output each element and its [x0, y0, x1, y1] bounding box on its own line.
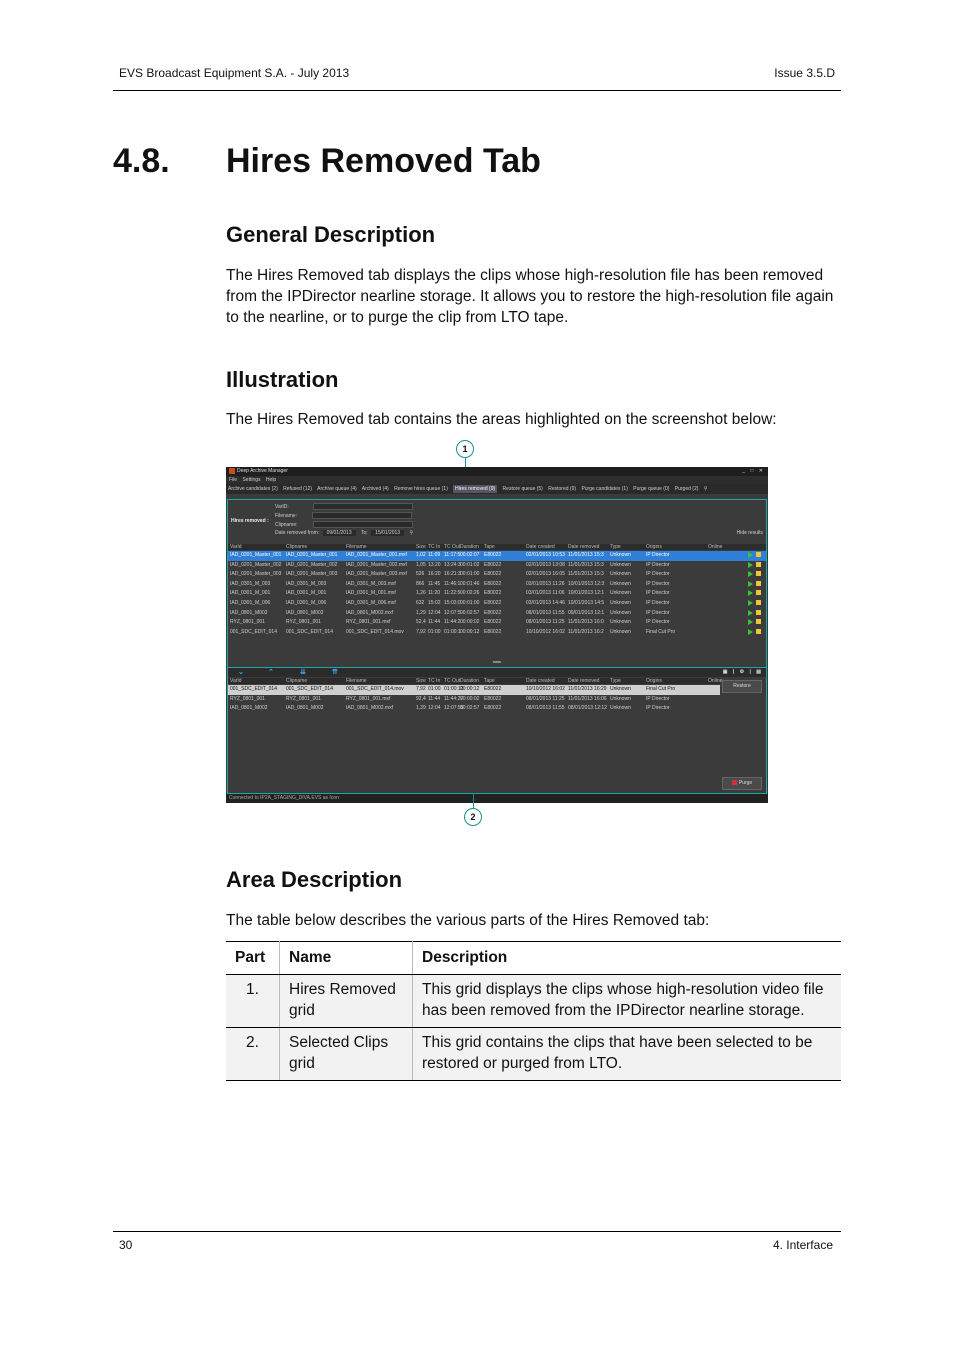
table-row[interactable] [228, 561, 766, 571]
table-cell: IAD_0301_M_003.mxf [346, 580, 396, 587]
tab-purge-candidates[interactable]: Purge candidates (1) [581, 486, 628, 492]
table-cell: IAD_0301_M_003 [286, 580, 327, 587]
table-cell: 11:44:2 [444, 619, 461, 626]
purge-icon [732, 780, 737, 785]
tab-archive-queue[interactable]: Archive queue (4) [317, 486, 357, 492]
table-row[interactable] [228, 704, 720, 714]
play-icon[interactable] [748, 629, 753, 635]
table-row[interactable] [228, 570, 766, 580]
column-header[interactable]: Date removed [568, 678, 600, 684]
table-row: 1. Hires Removed grid This grid displays the clips whose high-resolution video file has been removed from the IPDirector nearline storage. [226, 975, 841, 1028]
table-cell: IP Director [646, 705, 670, 712]
table-cell: IAD_0201_Master_003.mxf [346, 571, 407, 578]
table-cell: 11:22:5 [444, 590, 461, 597]
move-up-icon[interactable]: ⌃ [268, 669, 274, 676]
table-cell: E80022 [484, 686, 502, 692]
table-cell: 03/01/2013 11:06 [526, 590, 565, 597]
table-cell: Unknown [610, 705, 631, 712]
column-header[interactable]: VarId [230, 544, 242, 550]
row-actions[interactable] [748, 570, 762, 577]
table-cell: 7,92 [416, 628, 426, 635]
table-cell: 11:09 [428, 552, 441, 558]
table-cell: 1,05 [416, 561, 426, 568]
table-cell: IAD_0801_M002.mxf [346, 705, 393, 712]
play-icon[interactable] [748, 571, 753, 577]
table-cell: 001_SDC_EDIT_014.mov [346, 628, 404, 635]
table-cell: 08/01/2013 12:12 [568, 705, 607, 712]
table-cell: 02/01/2013 10:53 [526, 552, 565, 558]
table-cell: 1,26 [416, 590, 426, 597]
table-cell: 11/01/2013 15:3 [568, 561, 604, 568]
illustration-heading: Illustration [226, 367, 339, 392]
table-cell: 16:20 [428, 571, 441, 578]
table-row[interactable] [228, 551, 766, 561]
table-cell: 001_SDC_EDIT_014 [286, 628, 333, 635]
date-from-input[interactable]: 09/01/2013 [323, 530, 356, 536]
column-header[interactable]: Clipname [286, 544, 308, 550]
selected-clips-grid [227, 667, 767, 794]
row-actions[interactable] [748, 628, 762, 635]
play-icon[interactable] [748, 600, 753, 606]
table-cell: 7,92 [416, 686, 426, 692]
table-cell: IAD_0801_M002.mxf [346, 609, 393, 616]
window-controls[interactable]: _ □ ✕ [742, 468, 765, 474]
filter-varid: VarID: [275, 503, 413, 510]
table-cell: 12:04 [428, 609, 441, 616]
table-cell: 11:45 [428, 580, 441, 587]
row-actions[interactable] [748, 599, 762, 606]
table-cell: 11:46:1 [444, 580, 461, 587]
table-cell: E80022 [484, 571, 502, 578]
table-row: 2. Selected Clips grid This grid contains the clips that have been selected to be restored or purged from LTO. [226, 1028, 841, 1081]
tab-restored[interactable]: Restored (9) [548, 486, 577, 492]
area-intro: The table below describes the various parts of the Hires Removed tab: [226, 912, 710, 929]
table-cell: IAD_0201_Master_002 [286, 561, 338, 568]
table-row[interactable] [228, 609, 766, 619]
table-cell: 001_SDC_EDIT_014 [286, 686, 333, 692]
table-cell: 15:03:0 [444, 600, 461, 606]
table-cell: IP Director [646, 552, 670, 558]
play-icon[interactable] [748, 562, 753, 568]
table-cell: RYZ_0801_001 [286, 695, 321, 702]
table-cell: E80022 [484, 600, 502, 606]
table-cell: IAD_0301_M_006.mxf [346, 600, 396, 606]
table-cell: 08/01/2013 11:55 [526, 705, 565, 712]
header-left: EVS Broadcast Equipment S.A. - July 2013 [119, 66, 350, 80]
table-cell: IP Director [646, 580, 670, 587]
table-cell: RYZ_0801_001 [286, 619, 321, 626]
table-cell: Final Cut Pro [646, 686, 676, 692]
menu-settings[interactable]: Settings [242, 477, 261, 483]
table-cell: RYZ_0801_001.mxf [346, 695, 391, 702]
page-number: 30 [119, 1238, 133, 1252]
table-cell: 01:00:12 [444, 686, 464, 692]
table-cell: 11/01/2013 16:06 [568, 695, 607, 702]
clip-icon[interactable] [756, 581, 761, 586]
footer-rule [113, 1231, 841, 1232]
column-header[interactable]: Tape [484, 544, 495, 550]
table-cell: 12:04 [428, 705, 441, 712]
column-header[interactable]: Origins [646, 678, 662, 684]
table-cell: Unknown [610, 619, 631, 626]
table-cell: IAD_0301_M_006 [286, 600, 327, 606]
table-cell: IAD_0801_M002 [286, 705, 324, 712]
table-cell: 1,39 [416, 705, 426, 712]
column-header[interactable]: Filename [346, 678, 367, 684]
table-cell: 15:02 [428, 600, 441, 606]
table-cell: IAD_0301_M_001 [286, 590, 327, 597]
table-cell: E80022 [484, 695, 502, 702]
table-cell: IP Director [646, 571, 670, 578]
table-cell: Unknown [610, 628, 631, 635]
column-header[interactable]: Date removed [568, 544, 600, 550]
callout-2-line [473, 793, 474, 808]
table-cell: 52,4 [416, 619, 426, 626]
table-cell: 00:02:57 [460, 609, 480, 616]
table-row[interactable] [228, 628, 766, 638]
table-cell: IAD_0301_M_001 [230, 590, 271, 597]
filter-filename: Filename: [275, 512, 412, 519]
table-cell: 11:20 [428, 590, 441, 597]
header-right: Issue 3.5.D [774, 66, 835, 80]
column-header[interactable]: Online [708, 678, 723, 684]
table-cell: E80022 [484, 619, 502, 626]
table-cell: 01:00 [428, 628, 441, 635]
column-header[interactable]: Duration [460, 678, 479, 684]
column-header[interactable]: Type [610, 544, 621, 550]
window-title: Deep Archive Manager [237, 468, 288, 474]
general-text: The Hires Removed tab displays the clips whose high-resolution file has been removed from the IPDirector nearline storage. It allows you to restore the high-resolution file again to the nearline, or to purge the clip from LTO tape. [226, 267, 834, 326]
table-cell: E80022 [484, 580, 502, 587]
clip-icon[interactable] [756, 610, 761, 615]
tab-purged[interactable]: Purged (2) [674, 486, 699, 492]
column-header[interactable]: Duration [460, 544, 479, 550]
table-cell: IAD_0301_M_001.mxf [346, 590, 396, 597]
section-number: 4.8. [113, 142, 170, 180]
table-cell: IAD_0201_Master_003 [286, 571, 338, 578]
menu-file[interactable]: File [229, 477, 238, 483]
clip-icon[interactable] [756, 629, 761, 634]
column-header[interactable]: Size [416, 678, 426, 684]
filter-clipname: Clipname: [275, 521, 413, 528]
table-cell: 10/10/2012 16:02 [526, 628, 565, 635]
table-cell: 11:44:27 [444, 695, 464, 702]
table-cell: 00:02:07 [460, 552, 480, 558]
column-header[interactable]: TC Out [444, 678, 461, 684]
table-cell: Unknown [610, 571, 631, 578]
splitter-handle[interactable] [493, 661, 501, 663]
table-cell: 11:44 [428, 695, 441, 702]
menu-help[interactable]: Help [265, 477, 277, 483]
tab-bar [226, 484, 768, 494]
table-cell: 00:00:12 [460, 686, 480, 692]
row-actions[interactable] [748, 618, 762, 625]
table-cell: E80022 [484, 609, 502, 616]
column-header[interactable]: VarId [230, 678, 242, 684]
clipname-input[interactable] [313, 521, 413, 528]
move-bottom-icon[interactable]: ⇊ [300, 669, 306, 676]
table-cell: 00:01:02 [460, 561, 480, 568]
table-row[interactable] [228, 695, 720, 705]
section-title: Hires Removed Tab [226, 142, 541, 180]
restore-button[interactable]: Restore [722, 680, 762, 693]
tab-purge-queue[interactable]: Purge queue (0) [633, 486, 670, 492]
table-cell: IAD_0201_Master_002.mxf [346, 561, 407, 568]
table-cell: 03/01/2013 14:46 [526, 600, 565, 606]
app-logo-icon [229, 468, 235, 474]
clip-icon[interactable] [756, 619, 761, 624]
selected-grid-header [228, 678, 723, 684]
table-cell: Unknown [610, 609, 631, 616]
window-titlebar [226, 467, 768, 476]
table-cell: Unknown [610, 580, 631, 587]
table-cell: IP Director [646, 609, 670, 616]
column-header[interactable]: Online [708, 544, 723, 550]
row-actions[interactable] [748, 561, 762, 568]
column-header[interactable]: Origins [646, 544, 662, 550]
table-cell: IP Director [646, 561, 670, 568]
table-cell: 10/01/2013 12:3 [568, 580, 605, 587]
table-cell: IAD_0801_M002 [230, 705, 268, 712]
column-header[interactable]: TC In [428, 544, 441, 550]
table-cell: IAD_0201_Master_002 [230, 561, 282, 568]
table-cell: 16:21:3 [444, 571, 461, 578]
table-cell: 00:01:46 [460, 580, 480, 587]
table-cell: 1,29 [416, 609, 426, 616]
area-description-table [226, 941, 841, 1081]
table-cell: 00:00:12 [460, 628, 480, 635]
table-row[interactable] [228, 599, 766, 609]
table-cell: IP Director [646, 619, 670, 626]
table-row[interactable] [228, 580, 766, 590]
table-cell: IAD_0201_Master_001 [230, 552, 282, 558]
tab-restore-queue[interactable]: Restore queue (5) [502, 486, 543, 492]
table-cell: 01:00:1 [444, 628, 461, 635]
table-cell: 00:00:02 [460, 695, 480, 702]
varid-input[interactable] [313, 503, 413, 510]
table-cell: 02/01/2013 16:05 [526, 571, 565, 578]
selected-nav-bar [228, 668, 766, 677]
table-cell: 001_SDC_EDIT_014.mov [346, 686, 404, 692]
column-header[interactable]: Filename [346, 544, 367, 550]
clip-icon[interactable] [756, 552, 761, 557]
table-cell: 1,02 [416, 552, 426, 558]
clip-icon[interactable] [756, 562, 761, 567]
table-cell: 11:44 [428, 619, 441, 626]
table-cell: Unknown [610, 600, 631, 606]
column-header[interactable]: Date created [526, 678, 555, 684]
tab-archive-candidates[interactable]: Archive candidates (2) [228, 486, 278, 492]
play-icon[interactable] [748, 581, 753, 587]
table-cell: 632 [416, 600, 425, 606]
tab-refused[interactable]: Refused (12) [283, 486, 313, 492]
table-cell: RYZ_0801_001 [230, 695, 265, 702]
table-row[interactable] [228, 618, 766, 628]
table-cell: 08/01/2013 11:25 [526, 695, 565, 702]
table-cell: E80022 [484, 705, 502, 712]
table-cell: 10/01/2013 12:1 [568, 590, 605, 597]
header-rule [113, 90, 841, 91]
table-cell: 11/01/2013 16:0 [568, 619, 604, 626]
date-to-input[interactable]: 15/01/2013 [371, 530, 404, 536]
column-header[interactable]: Type [610, 678, 621, 684]
col-part: Part [226, 942, 280, 975]
hide-results-checkbox[interactable]: Hide results [736, 530, 763, 536]
clip-icon[interactable] [756, 590, 761, 595]
table-cell: IAD_0201_Master_003 [230, 571, 282, 578]
table-cell: Unknown [610, 552, 631, 558]
table-cell: 11/01/2013 15:3 [568, 552, 604, 558]
table-cell: Unknown [610, 695, 631, 702]
menu-bar [226, 476, 768, 484]
table-cell: 13:20 [428, 561, 441, 568]
table-cell: 12:07:5 [444, 609, 461, 616]
table-cell: 08/01/2013 11:25 [526, 619, 565, 626]
col-name: Name [280, 942, 413, 975]
table-cell: 00:02:26 [460, 590, 480, 597]
table-cell: 01:00 [428, 686, 441, 692]
table-cell: 11/01/2013 16:2 [568, 628, 604, 635]
table-cell: 526 [416, 571, 425, 578]
play-icon[interactable] [748, 610, 753, 616]
table-cell: IAD_0801_M002 [286, 609, 324, 616]
play-icon[interactable] [748, 619, 753, 625]
filter-panel [230, 502, 430, 540]
grid-header [228, 544, 766, 550]
table-cell: 001_SDC_EDIT_014 [230, 686, 277, 692]
filename-input[interactable] [312, 512, 412, 519]
table-cell: Unknown [610, 686, 631, 692]
purge-button[interactable]: Purge [722, 777, 762, 790]
table-cell: 00:01:00 [460, 600, 480, 606]
deep-archive-manager-screenshot [226, 467, 768, 803]
table-cell: 12:07:55 [444, 705, 464, 712]
table-cell: IP Director [646, 695, 670, 702]
tab-hires-removed[interactable]: Hires removed (9) [455, 486, 496, 492]
move-down-icon[interactable]: ⌄ [238, 669, 244, 676]
table-cell: E80022 [484, 552, 502, 558]
table-cell: 09/01/2013 12:1 [568, 609, 605, 616]
play-icon[interactable] [748, 552, 753, 558]
search-icon[interactable]: ⚲ [703, 486, 708, 492]
search-icon[interactable]: ⚲ [409, 530, 414, 536]
move-top-icon[interactable]: ⇈ [332, 669, 338, 676]
table-cell: 03/01/2013 11:26 [526, 580, 565, 587]
table-row[interactable] [228, 589, 766, 599]
tab-remove-hires-queue[interactable]: Remove hires queue (1) [394, 486, 448, 492]
filter-group-label: Hires removed : [231, 518, 269, 524]
clip-icon[interactable] [756, 600, 761, 605]
table-cell: 866 [416, 580, 425, 587]
play-icon[interactable] [748, 590, 753, 596]
table-cell: 11/01/2013 15:3 [568, 571, 604, 578]
table-cell: 00:02:57 [460, 705, 480, 712]
row-actions[interactable] [748, 589, 762, 596]
table-cell: 00:01:00 [460, 571, 480, 578]
column-header[interactable]: Size [416, 544, 426, 550]
table-cell: 13:24:3 [444, 561, 461, 568]
table-cell: E80022 [484, 590, 502, 597]
filter-date-removed: Date removed from: 09/01/2013 To: 15/01/2013 ⚲ [275, 530, 414, 536]
table-cell: 08/01/2013 11:55 [526, 609, 565, 616]
table-row[interactable] [228, 685, 720, 695]
table-cell: RYZ_0801_001 [230, 619, 265, 626]
callout-1: 1 [456, 440, 474, 458]
clip-icon[interactable] [756, 571, 761, 576]
table-cell: 00:00:02 [460, 619, 480, 626]
table-cell: IAD_0301_M_003 [230, 580, 271, 587]
column-header[interactable]: Tape [484, 678, 495, 684]
table-cell: 10/10/2012 16:02 [526, 686, 565, 692]
row-actions[interactable] [748, 580, 762, 587]
table-cell: 11/01/2013 16:29 [568, 686, 607, 692]
footer-chapter: 4. Interface [772, 1238, 833, 1252]
column-header[interactable]: TC Out [444, 544, 461, 550]
status-bar: Connected to IP2A_STAGING_DIVA.EVS as Icon [226, 794, 768, 803]
table-cell: 92,4 [416, 695, 426, 702]
row-actions[interactable] [748, 609, 762, 616]
callout-2: 2 [464, 808, 482, 826]
column-header[interactable]: Clipname [286, 678, 308, 684]
table-cell: IAD_0301_M_006 [230, 600, 271, 606]
grid-tools-icon[interactable]: ▣ | ⚙ | ▤ [722, 669, 763, 675]
column-header[interactable]: TC In [428, 678, 441, 684]
table-cell: Unknown [610, 590, 631, 597]
table-cell: 11:17:5 [444, 552, 461, 558]
area-heading: Area Description [226, 867, 403, 892]
date-to-label: To: [361, 530, 368, 536]
table-cell: 10/01/2013 14:5 [568, 600, 605, 606]
table-cell: RYZ_0801_001.mxf [346, 619, 391, 626]
table-cell: 02/01/2013 13:08 [526, 561, 565, 568]
tab-archived[interactable]: Archived (4) [361, 486, 389, 492]
hires-removed-grid [227, 499, 767, 668]
table-cell: E80022 [484, 628, 502, 635]
table-cell: IAD_0201_Master_001 [286, 552, 338, 558]
row-actions[interactable] [748, 551, 762, 558]
illustration-text: The Hires Removed tab contains the areas highlighted on the screenshot below: [226, 411, 777, 428]
table-cell: IAD_0201_Master_001.mxf [346, 552, 407, 558]
table-cell: Unknown [610, 561, 631, 568]
table-cell: IAD_0801_M002 [230, 609, 268, 616]
table-cell: IP Director [646, 600, 670, 606]
table-cell: 001_SDC_EDIT_014 [230, 628, 277, 635]
table-cell: IP Director [646, 590, 670, 597]
general-heading: General Description [226, 222, 436, 247]
table-cell: E80022 [484, 561, 502, 568]
column-header[interactable]: Date created [526, 544, 555, 550]
table-cell: Final Cut Pro [646, 628, 676, 635]
col-description: Description [413, 942, 842, 975]
